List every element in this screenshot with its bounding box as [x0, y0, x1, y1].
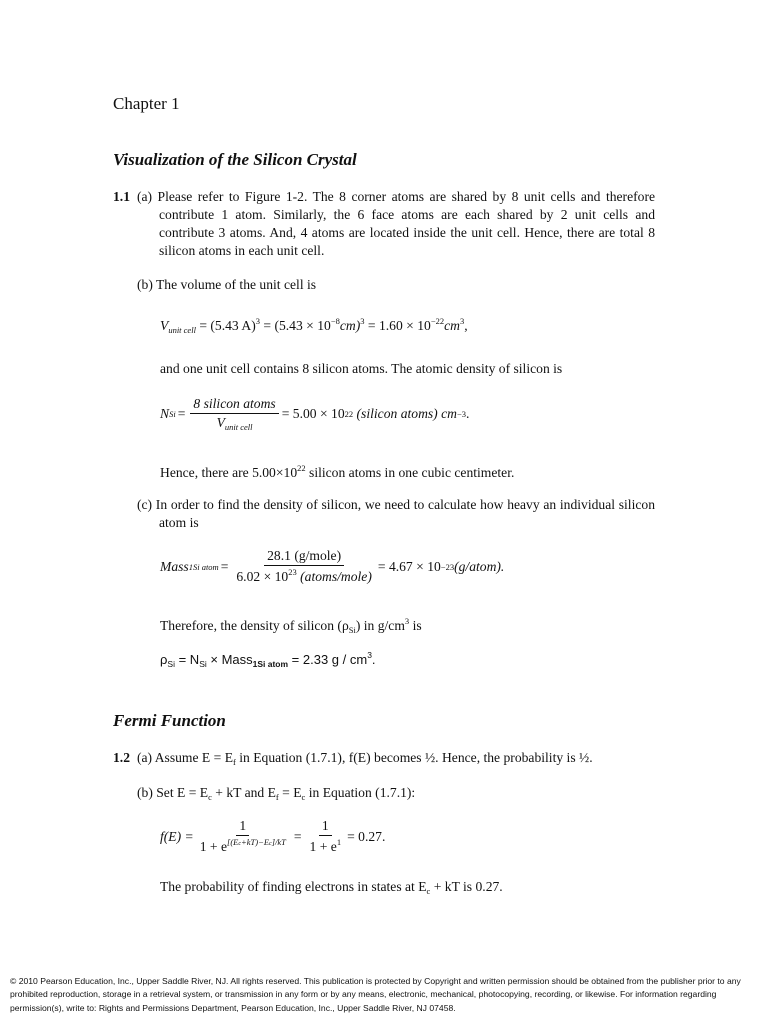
exp-part: +kT)−E: [241, 837, 270, 847]
eq-fraction: [233, 548, 375, 585]
part-c-paragraph: (c) In order to find the density of silicon, we need to calculate how heavy an individual silicon atom is: [137, 497, 655, 530]
eq-symbol: V: [160, 318, 169, 333]
eq-fraction: [197, 818, 289, 855]
sentence-text: is: [409, 618, 422, 633]
eq-exponent: 3: [404, 616, 410, 626]
eq-equals: =: [177, 406, 186, 421]
eq-exponent: 1: [336, 837, 342, 847]
eq-symbol: f(E) =: [160, 828, 194, 844]
eq-fraction: [190, 396, 278, 432]
eq-exponent: −3: [456, 409, 467, 419]
eq-subscript: c: [301, 792, 306, 802]
eq-subscript: Si: [169, 409, 176, 419]
unit-cell-volume-equation: $V_{unit cell} = (5.43$ $A)^3 = (5.43 \times 10^{-8}cm)^3 = 1.60 \times 10^{-22}cm^3$,: [160, 316, 468, 335]
sentence-text: ) in g/cm: [355, 618, 405, 633]
eq-exponent: −23: [440, 561, 455, 572]
sentence-text: = E: [278, 785, 302, 800]
eq-term: = N: [174, 652, 200, 667]
eq-unit: (g/atom).: [454, 558, 505, 574]
eq-term: = 4.67 × 10: [377, 558, 441, 574]
probability-sentence: [160, 878, 503, 900]
fraction-numerator: 1: [236, 818, 249, 836]
eq-term: = (5.43 A): [199, 318, 256, 333]
density-intro-sentence: [160, 612, 422, 639]
eq-exponent: −22: [430, 316, 445, 326]
density-equation: [160, 650, 376, 669]
atomic-density-intro: and one unit cell contains 8 silicon atoms. The atomic density of silicon is: [160, 361, 563, 376]
fraction-numerator: 8 silicon atoms: [190, 396, 278, 414]
eq-exponent: 22: [344, 409, 354, 419]
eq-term: = 1.60 × 10: [367, 318, 431, 333]
eq-exponent: −8: [330, 316, 340, 326]
problem-1-2-a-text: [137, 749, 593, 771]
fraction-denominator: [214, 414, 256, 432]
eq-term: 1 + e: [309, 839, 337, 854]
atomic-density-equation: N Si = $\frac{\text{8 silicon atoms}}{V_{unit cell}}$ = 5.00 × 10 22 (silicon atoms) cm −3 .: [160, 396, 470, 432]
eq-fraction: [307, 818, 345, 855]
eq-term: = (5.43 × 10: [263, 318, 331, 333]
eq-symbol: ρ: [160, 652, 168, 667]
fraction-denominator: [307, 836, 345, 855]
eq-term: .: [371, 652, 376, 667]
sentence-text: in Equation (1.7.1):: [305, 785, 416, 800]
fermi-function-equation: [160, 818, 385, 855]
eq-subscript: 1Si atom: [252, 659, 289, 669]
eq-subscript: 1Si atom: [188, 561, 219, 572]
eq-subscript: Si: [348, 625, 356, 635]
eq-term: 1 + e: [199, 839, 228, 854]
eq-symbol: N: [160, 406, 170, 421]
eq-term: = 2.33 g / cm: [288, 652, 368, 667]
sentence-text: + kT and E: [211, 785, 276, 800]
eq-term: 6.02 × 10: [236, 569, 289, 584]
problem-1-2-b-text: [137, 784, 415, 806]
section-heading-fermi: Fermi Function: [113, 711, 226, 730]
sentence-text: The probability of finding electrons in states at E: [160, 879, 427, 894]
eq-symbol: Mass: [160, 558, 189, 574]
eq-exponent: [227, 837, 286, 847]
eq-term: cm): [339, 318, 361, 333]
section-heading-silicon: Visualization of the Silicon Crystal: [113, 150, 357, 169]
atom-mass-equation: [160, 548, 504, 585]
eq-exponent: 3: [255, 316, 260, 326]
eq-subscript: Si: [167, 659, 175, 669]
eq-exponent: 22: [297, 463, 306, 473]
chapter-heading: Chapter 1: [113, 94, 180, 113]
eq-equals: =: [220, 558, 229, 574]
eq-unit: cm: [444, 318, 460, 333]
eq-equals: =: [293, 828, 302, 844]
sentence-text: silicon atoms in one cubic centimeter.: [305, 465, 515, 480]
exp-subscript: c: [238, 841, 242, 847]
eq-symbol: V: [216, 415, 225, 430]
eq-subscript: f: [275, 792, 279, 802]
eq-subscript: unit cell: [168, 325, 196, 335]
problem-1-1-a-text: [137, 188, 655, 260]
eq-exponent: 23: [288, 567, 297, 577]
sentence-text: (a) Assume E = E: [137, 750, 234, 765]
atoms-per-cc-sentence: [160, 459, 514, 482]
part-a-paragraph: (a) Please refer to Figure 1-2. The 8 corner atoms are shared by 8 unit cells and therefore contribute 1 atom. Similarly, the 6 face atoms are each shared by 2 unit cells and contribute 3 atoms. And, 4 atoms are located inside the unit cell. Hence, there are total 8 silicon atoms in each unit cell.: [137, 189, 655, 258]
copyright-footer: © 2010 Pearson Education, Inc., Upper Saddle River, NJ. All rights reserved. This publication is protected by Copyright and written permission should be obtained from the publisher prior to any prohibited reproduction, storage in a retrieval system, or transmission in any form or by any means, electronic, mechanical, photocopying, recording, or likewise. For information regarding permission(s), write to: Rights and Permissions Department, Pearson Education, Inc., Upper Saddle River, NJ 07458.: [10, 976, 741, 1013]
fraction-numerator: 1: [319, 818, 332, 836]
eq-subscript: f: [233, 757, 236, 767]
eq-unit: (atoms/mole): [296, 569, 372, 584]
exp-part: [(E: [227, 837, 239, 847]
eq-exponent: 3: [360, 316, 365, 326]
eq-subscript: unit cell: [224, 422, 253, 432]
fraction-denominator: [233, 566, 375, 585]
problem-1-1-c-text: [137, 496, 655, 532]
sentence-text: (b) Set E = E: [137, 785, 209, 800]
fraction-numerator: 28.1 (g/mole): [264, 548, 344, 566]
sentence-text: Therefore, the density of silicon (ρ: [160, 618, 349, 633]
problem-1-1-b-text: (b) The volume of the unit cell is: [137, 277, 317, 292]
eq-term: × Mass: [206, 652, 253, 667]
exp-subscript: c: [269, 841, 272, 847]
problem-number-1-1: 1.1: [113, 189, 130, 204]
eq-exponent: 3: [367, 650, 372, 660]
exp-part: ]/kT: [271, 837, 286, 847]
eq-term: = 5.00 × 10: [281, 406, 345, 421]
sentence-text: Hence, there are 5.00×10: [160, 465, 298, 480]
eq-subscript: Si: [199, 659, 207, 669]
fraction-denominator: [197, 836, 289, 855]
eq-subscript: c: [208, 792, 212, 802]
eq-unit: (silicon atoms) cm: [356, 406, 457, 421]
eq-term: = 0.27.: [347, 828, 386, 844]
eq-subscript: c: [426, 886, 431, 896]
eq-exponent: 3: [460, 316, 465, 326]
sentence-text: in Equation (1.7.1), f(E) becomes ½. Hence, the probability is ½.: [235, 750, 593, 765]
sentence-text: + kT is 0.27.: [430, 879, 503, 894]
problem-number-1-2: 1.2: [113, 750, 130, 765]
